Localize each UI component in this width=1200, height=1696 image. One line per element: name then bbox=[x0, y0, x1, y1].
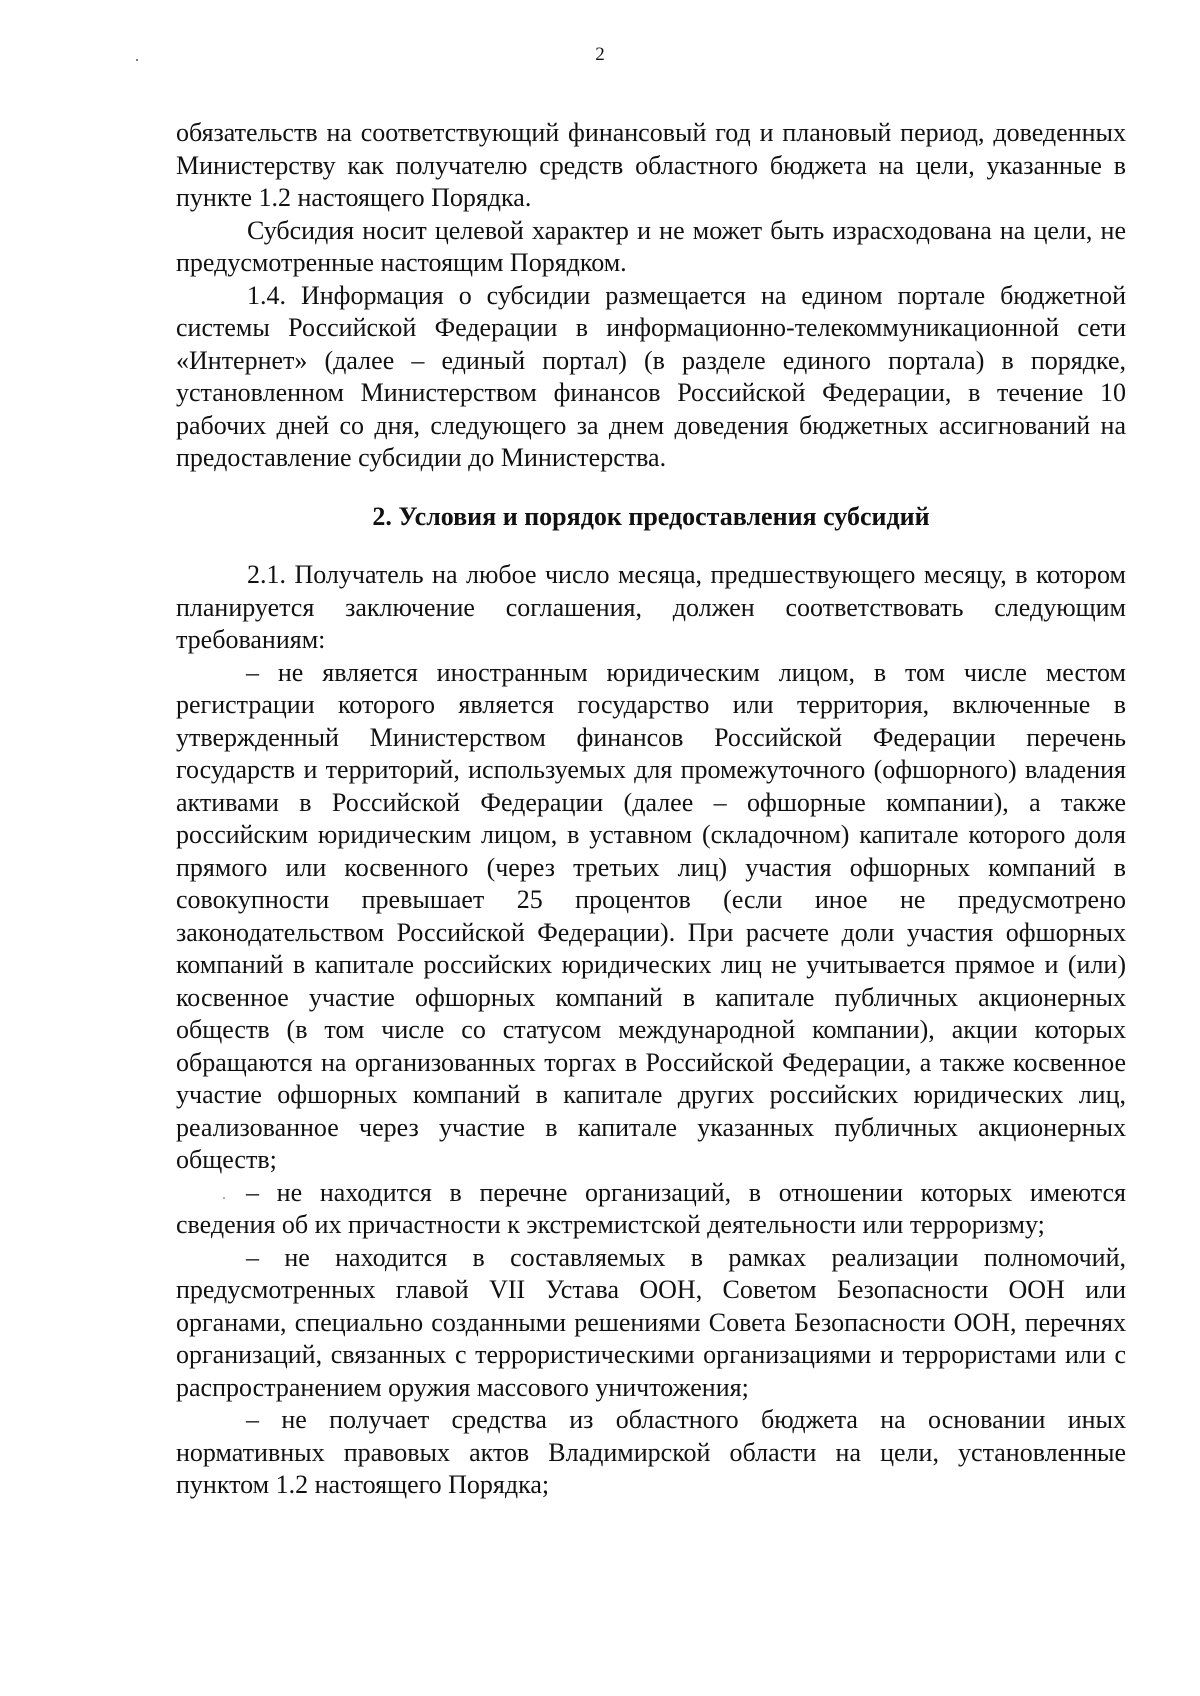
document-body bbox=[176, 117, 1126, 1502]
paragraph: 1.4. Информация о субсидии размещается на едином портале бюджетной системы Российской Федерации в информационно-телекоммуникационной сети «Интернет» (далее – единый портал) (в разделе единого портала) в порядке, установленном Министерством финансов Российской Федерации, в течение 10 рабочих дней со дня, следующего за днем доведения бюджетных ассигнований на предоставление субсидии до Министерства. bbox=[176, 280, 1126, 472]
section-heading: 2. Условия и порядок предоставления субсидий bbox=[372, 501, 930, 531]
list-item: – не находится в перечне организаций, в отношении которых имеются сведения об их причастности к экстремистской деятельности или терроризму; bbox=[176, 1177, 1126, 1239]
paragraph: Субсидия носит целевой характер и не может быть израсходована на цели, не предусмотренные настоящим Порядком. bbox=[176, 215, 1126, 277]
page-number: 2 bbox=[595, 44, 605, 65]
paragraph: обязательств на соответствующий финансовый год и плановый период, доведенных Министерству как получателю средств областного бюджета на цели, указанные в пункте 1.2 настоящего Порядка. bbox=[176, 118, 1126, 212]
list-item: – не находится в составляемых в рамках реализации полномочий, предусмотренных главой VII Устава ООН, Советом Безопасности ООН или органами, специально созданными решениями Совета Безопасности ООН, перечнях организаций, связанных с террористическими организациями и террористами или с распространением оружия массового уничтожения; bbox=[176, 1242, 1126, 1402]
list-item: – не получает средства из областного бюджета на основании иных нормативных правовых актов Владимирской области на цели, установленные пунктом 1.2 настоящего Порядка; bbox=[176, 1405, 1126, 1499]
list-item: – не является иностранным юридическим лицом, в том числе местом регистрации которого является государство или территория, включенные в утвержденный Министерством финансов Российской Федерации перечень государств и территорий, используемых для промежуточного (офшорного) владения активами в Российской Федерации (далее – офшорные компании), а также российским юридическим лицом, в уставном (складочном) капитале которого доля прямого или косвенного (через третьих лиц) участия офшорных компаний в совокупности превышает 25 процентов (если иное не предусмотрено законодательством Российской Федерации). При расчете доли участия офшорных компаний в капитале российских юридических лиц не учитывается прямое и (или) косвенное участие офшорных компаний в капитале публичных акционерных обществ (в том числе со статусом международной компании), акции которых обращаются на организованных торгах в Российской Федерации, а также косвенное участие офшорных компаний в капитале других российских юридических лиц, реализованное через участие в капитале указанных публичных акционерных обществ; bbox=[176, 657, 1126, 1174]
paragraph: 2.1. Получатель на любое число месяца, предшествующего месяцу, в котором планируется заключение соглашения, должен соответствовать следующим требованиям: bbox=[176, 560, 1126, 654]
